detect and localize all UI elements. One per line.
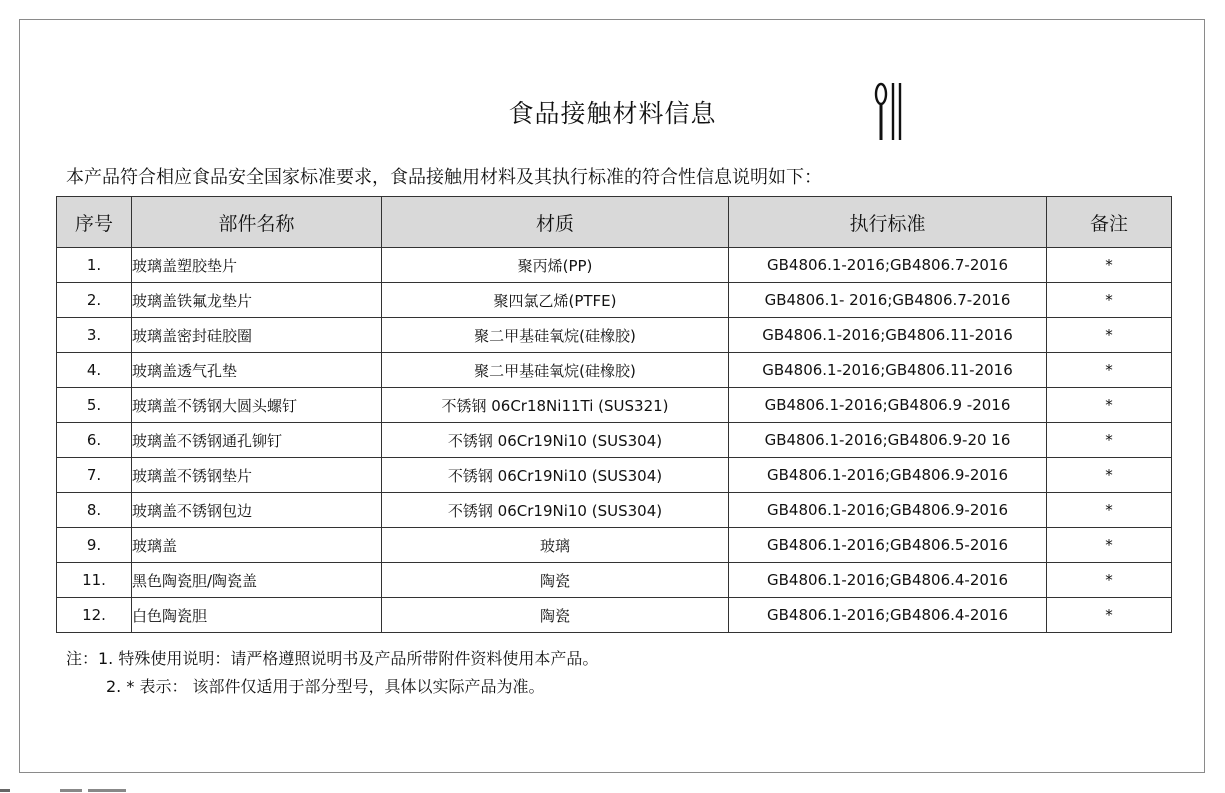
table-row [57, 283, 1172, 318]
cell-note: * [1047, 283, 1172, 318]
table-row [57, 388, 1172, 423]
header-standard: 执行标准 [729, 197, 1047, 248]
cell-standard: GB4806.1-2016;GB4806.4-2016 [729, 598, 1047, 633]
cell-note: * [1047, 248, 1172, 283]
cell-note: * [1047, 388, 1172, 423]
table-header-row [57, 197, 1172, 248]
cell-material: 不锈钢 06Cr18Ni11Ti (SUS321) [382, 388, 729, 423]
cell-part-name: 玻璃盖不锈钢垫片 [132, 458, 382, 493]
cell-no: 11. [57, 563, 132, 598]
material-table [56, 196, 1172, 633]
cell-part-name: 玻璃盖塑胶垫片 [132, 248, 382, 283]
cell-no: 7. [57, 458, 132, 493]
cell-no: 1. [57, 248, 132, 283]
cell-no: 12. [57, 598, 132, 633]
page-title: 食品接触材料信息 [508, 99, 717, 128]
cell-part-name: 玻璃盖铁氟龙垫片 [132, 283, 382, 318]
cell-standard: GB4806.1-2016;GB4806.4-2016 [729, 563, 1047, 598]
cropped-text-fragment [0, 786, 140, 793]
header-material: 材质 [382, 197, 729, 248]
cell-note: * [1047, 353, 1172, 388]
cell-no: 5. [57, 388, 132, 423]
cell-no: 4. [57, 353, 132, 388]
cell-material: 聚二甲基硅氧烷(硅橡胶) [382, 318, 729, 353]
cell-part-name: 玻璃盖不锈钢包边 [132, 493, 382, 528]
header-note: 备注 [1047, 197, 1172, 248]
cell-standard: GB4806.1-2016;GB4806.9-20 16 [729, 423, 1047, 458]
cell-no: 9. [57, 528, 132, 563]
cell-part-name: 玻璃盖 [132, 528, 382, 563]
cell-note: * [1047, 598, 1172, 633]
cell-material: 陶瓷 [382, 563, 729, 598]
cell-part-name: 玻璃盖透气孔垫 [132, 353, 382, 388]
cell-material: 聚丙烯(PP) [382, 248, 729, 283]
cell-no: 6. [57, 423, 132, 458]
cell-no: 3. [57, 318, 132, 353]
cell-material: 聚二甲基硅氧烷(硅橡胶) [382, 353, 729, 388]
cell-note: * [1047, 458, 1172, 493]
header-part-name: 部件名称 [132, 197, 382, 248]
table-row [57, 493, 1172, 528]
cell-material: 玻璃 [382, 528, 729, 563]
cell-part-name: 玻璃盖密封硅胶圈 [132, 318, 382, 353]
cell-part-name: 白色陶瓷胆 [132, 598, 382, 633]
cell-standard: GB4806.1-2016;GB4806.7-2016 [729, 248, 1047, 283]
cell-part-name: 玻璃盖不锈钢大圆头螺钉 [132, 388, 382, 423]
cell-standard: GB4806.1-2016;GB4806.9-2016 [729, 493, 1047, 528]
table-row [57, 248, 1172, 283]
cell-material: 不锈钢 06Cr19Ni10 (SUS304) [382, 493, 729, 528]
cell-note: * [1047, 318, 1172, 353]
cell-part-name: 玻璃盖不锈钢通孔铆钉 [132, 423, 382, 458]
note-line-2: 2. * 表示： 该部件仅适用于部分型号，具体以实际产品为准。 [106, 677, 545, 696]
note-line-1: 注：1. 特殊使用说明：请严格遵照说明书及产品所带附件资料使用本产品。 [66, 649, 599, 668]
notes [66, 645, 598, 701]
table-row [57, 598, 1172, 633]
table-row [57, 563, 1172, 598]
cell-part-name: 黑色陶瓷胆/陶瓷盖 [132, 563, 382, 598]
cell-material: 不锈钢 06Cr19Ni10 (SUS304) [382, 423, 729, 458]
cell-note: * [1047, 493, 1172, 528]
cell-standard: GB4806.1-2016;GB4806.11-2016 [729, 353, 1047, 388]
cell-standard: GB4806.1-2016;GB4806.11-2016 [729, 318, 1047, 353]
table-row [57, 318, 1172, 353]
table-row [57, 353, 1172, 388]
cell-standard: GB4806.1-2016;GB4806.5-2016 [729, 528, 1047, 563]
cell-no: 8. [57, 493, 132, 528]
cell-note: * [1047, 528, 1172, 563]
cell-material: 聚四氯乙烯(PTFE) [382, 283, 729, 318]
intro-text: 本产品符合相应食品安全国家标准要求，食品接触用材料及其执行标准的符合性信息说明如下： [66, 167, 822, 188]
cell-standard: GB4806.1-2016;GB4806.9 -2016 [729, 388, 1047, 423]
cell-note: * [1047, 563, 1172, 598]
cell-no: 2. [57, 283, 132, 318]
cell-note: * [1047, 423, 1172, 458]
table-row [57, 458, 1172, 493]
table-row [57, 528, 1172, 563]
header-no: 序号 [57, 197, 132, 248]
cell-material: 陶瓷 [382, 598, 729, 633]
cell-standard: GB4806.1- 2016;GB4806.7-2016 [729, 283, 1047, 318]
spoon-fork-icon [872, 80, 912, 142]
cell-standard: GB4806.1-2016;GB4806.9-2016 [729, 458, 1047, 493]
cell-material: 不锈钢 06Cr19Ni10 (SUS304) [382, 458, 729, 493]
table-row [57, 423, 1172, 458]
